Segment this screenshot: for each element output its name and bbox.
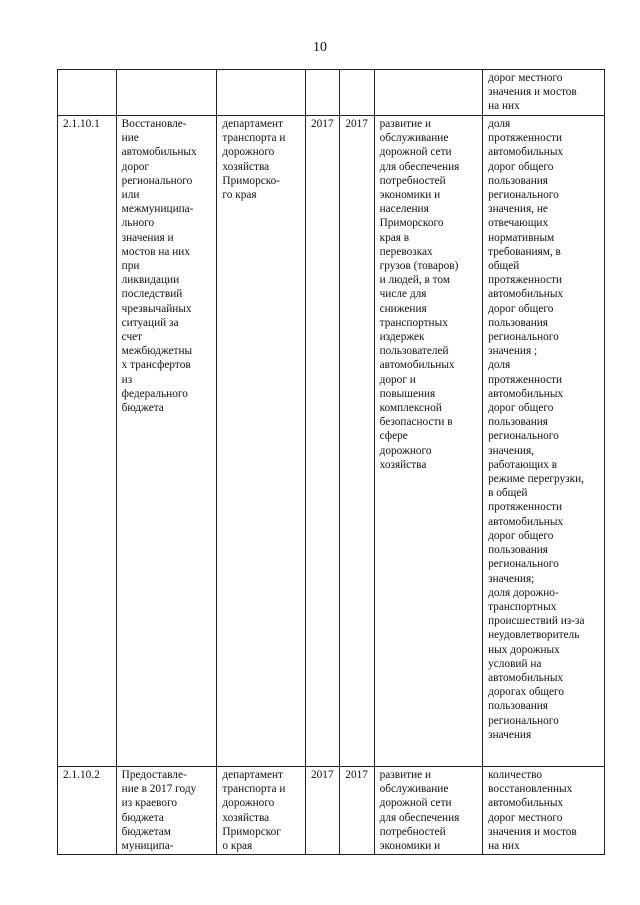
cell-start-year: 2017 xyxy=(306,767,340,855)
cell-start-year xyxy=(306,70,340,116)
cell-end-year: 2017 xyxy=(340,116,374,767)
cell-indicator: дорог местного значения и мостов на них xyxy=(483,70,605,116)
cell-result xyxy=(374,70,483,116)
cell-name: Предоставле- ние в 2017 году из краевого бюджета бюджетам муниципа- xyxy=(116,767,217,855)
cell-result: развитие и обслуживание дорожной сети для обеспечения потребностей экономики и населения Приморского края в перевозках грузов (товаров) и людей, в том числе для снижения транспортных издержек пользователей автомобильных дорог и повышения комплексной безопасности в сфере дорожного хозяйства xyxy=(374,116,483,767)
cell-executor: департамент транспорта и дорожного хозяйства Приморско- го края xyxy=(217,116,306,767)
cell-number: 2.1.10.1 xyxy=(58,116,117,767)
cell-end-year: 2017 xyxy=(340,767,374,855)
cell-indicator: количество восстановленных автомобильных дорог местного значения и мостов на них xyxy=(483,767,605,855)
table-row-continuation xyxy=(58,70,605,116)
cell-indicator: доля протяженности автомобильных дорог общего пользования регионального значения, не отвечающих нормативным требованиям, в общей протяженности автомобильных дорог общего пользования регионального значения ; доля протяженности автомобильных дорог общего пользования регионального значения, работающих в режиме перегрузки, в общей протяженности автомобильных дорог общего пользования регионального значения; доля дорожно- транспортных происшествий из-за неудовлетворитель ных дорожных условий на автомобильных дорогах общего пользования регионального значения xyxy=(483,116,605,767)
cell-result: развитие и обслуживание дорожной сети для обеспечения потребностей экономики и xyxy=(374,767,483,855)
table-row-2-1-10-1 xyxy=(58,116,605,767)
cell-executor: департамент транспорта и дорожного хозяйства Приморског о края xyxy=(217,767,306,855)
cell-name xyxy=(116,70,217,116)
cell-start-year: 2017 xyxy=(306,116,340,767)
page-number: 10 xyxy=(313,40,327,55)
cell-executor xyxy=(217,70,306,116)
measures-table xyxy=(57,69,605,855)
cell-name: Восстановле- ние автомобильных дорог регионального или межмуниципа- льного значения и мостов на них при ликвидации последствий чрезвычайных ситуаций за счет межбюджетны х трансфертов из федерального бюджета xyxy=(116,116,217,767)
table-row-2-1-10-2 xyxy=(58,767,605,855)
cell-number xyxy=(58,70,117,116)
cell-number: 2.1.10.2 xyxy=(58,767,117,855)
cell-end-year xyxy=(340,70,374,116)
